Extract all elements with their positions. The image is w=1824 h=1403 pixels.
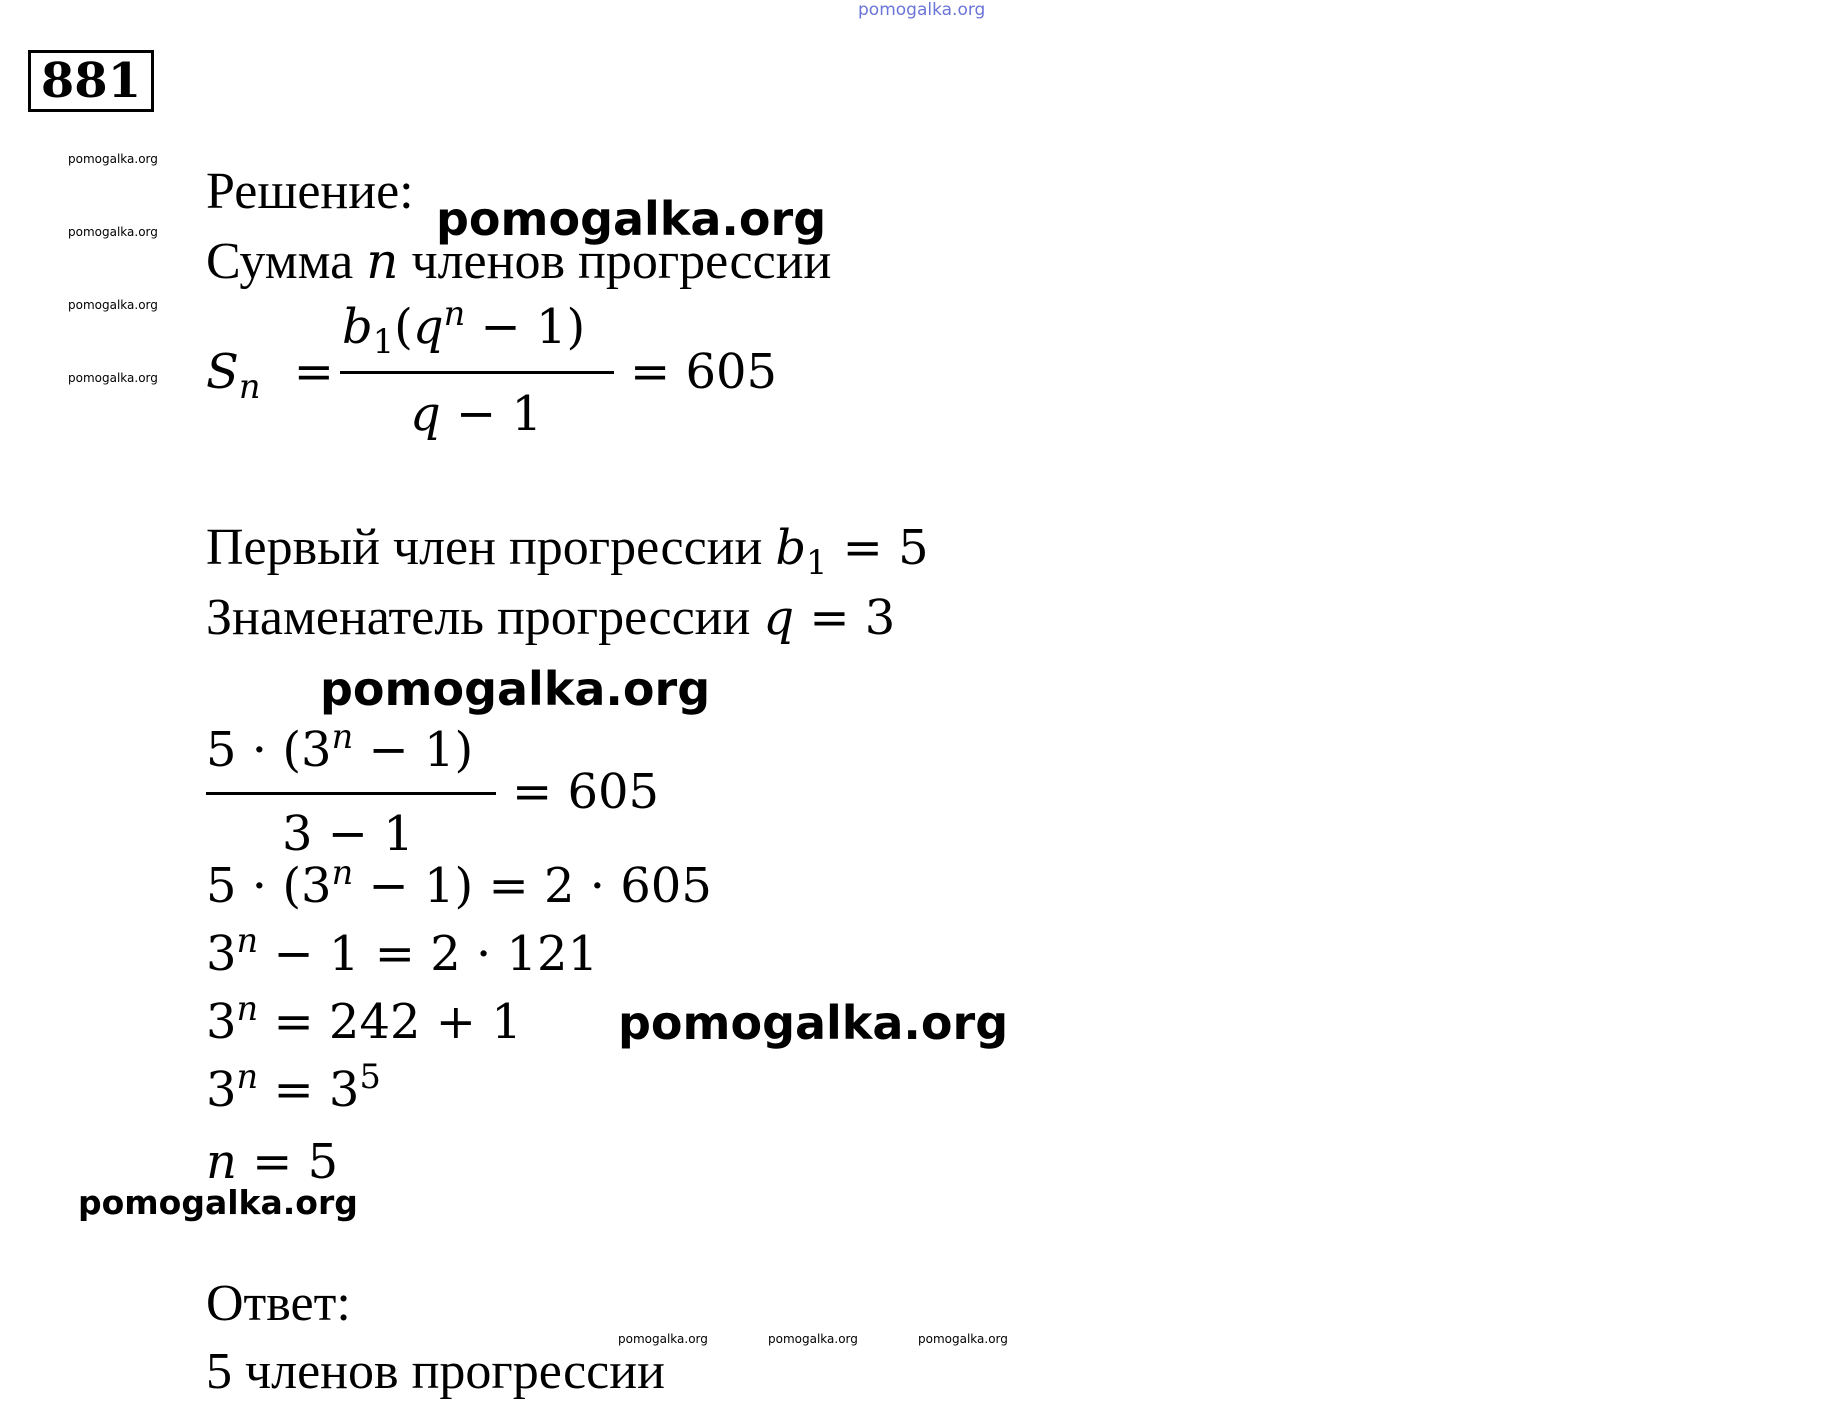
- eq3-sup: n: [236, 920, 259, 960]
- ratio-text: Знаменатель прогрессии: [206, 589, 751, 646]
- formula-sn-fraction-bar: [340, 371, 614, 374]
- answer-label: Ответ:: [206, 1275, 351, 1332]
- eq1-num-a: 5 · (3: [206, 722, 332, 778]
- eq2-sup: n: [331, 852, 354, 892]
- watermark-small-left-1: pomogalka.org: [68, 152, 158, 166]
- sum-intro-rest: членов прогрессии: [411, 233, 832, 290]
- eq1-num-sup: n: [331, 716, 354, 756]
- watermark-big-1: pomogalka.org: [436, 192, 827, 246]
- eq5-sup2: 5: [359, 1056, 381, 1096]
- first-term-var: b: [775, 520, 807, 576]
- watermark-top: pomogalka.org: [858, 0, 986, 20]
- answer-text: 5 членов прогрессии: [206, 1343, 665, 1400]
- watermark-small-left-2: pomogalka.org: [68, 225, 158, 239]
- formula-sn-den-q: q: [410, 386, 441, 442]
- eq2: [206, 852, 712, 914]
- problem-number: 881: [28, 50, 154, 112]
- eq5-b: = 3: [258, 1062, 360, 1118]
- watermark-big-3: pomogalka.org: [618, 996, 1009, 1050]
- formula-sn-sub: n: [238, 367, 261, 407]
- formula-sn-num-q-sup: n: [443, 293, 466, 333]
- eq4-sup: n: [236, 988, 259, 1028]
- ratio-value: = 3: [794, 590, 896, 646]
- eq4-b: = 242 + 1: [258, 994, 522, 1050]
- watermark-small-left-3: pomogalka.org: [68, 298, 158, 312]
- formula-sn-num-q: q: [412, 299, 444, 355]
- watermark-big-2: pomogalka.org: [320, 662, 711, 716]
- sum-intro-word: Сумма: [206, 233, 354, 290]
- eq2-a: 5 · (3: [206, 858, 332, 914]
- watermark-small-bottom-3: pomogalka.org: [918, 1332, 1008, 1346]
- formula-sn-lhs: [206, 344, 335, 407]
- formula-sn-num-open: (: [394, 299, 413, 355]
- first-term-text: Первый член прогрессии: [206, 519, 763, 576]
- first-term-value: = 5: [827, 520, 929, 576]
- eq1-num-b: − 1): [353, 722, 474, 778]
- formula-sn-numerator: [342, 293, 586, 362]
- eq5-sup: n: [236, 1056, 259, 1096]
- eq6-b: = 5: [236, 1134, 339, 1190]
- formula-sn-num-b-sub: 1: [372, 322, 395, 362]
- formula-sn-eq: =: [293, 344, 335, 400]
- eq5: [206, 1056, 381, 1118]
- first-term-line: [206, 519, 929, 583]
- eq3: [206, 920, 599, 982]
- ratio-var: q: [763, 590, 795, 646]
- watermark-mid-1: pomogalka.org: [78, 1183, 358, 1222]
- eq4-a: 3: [206, 994, 237, 1050]
- ratio-line: [206, 589, 896, 646]
- eq6-var: n: [206, 1134, 237, 1190]
- formula-sn-denominator: [410, 386, 543, 442]
- eq1-fraction-bar: [206, 792, 496, 795]
- eq1-numerator: [206, 716, 474, 778]
- eq6: [206, 1134, 339, 1190]
- formula-sn-var: S: [206, 344, 239, 400]
- sum-intro-var: n: [366, 232, 399, 290]
- eq4: [206, 988, 522, 1050]
- eq2-b: − 1) = 2 · 605: [353, 858, 712, 914]
- watermark-small-bottom-1: pomogalka.org: [618, 1332, 708, 1346]
- eq3-b: − 1 = 2 · 121: [258, 926, 599, 982]
- solution-label: Решение:: [206, 163, 414, 220]
- eq3-a: 3: [206, 926, 237, 982]
- eq5-a: 3: [206, 1062, 237, 1118]
- eq1-denominator: 3 − 1: [282, 806, 414, 862]
- first-term-sub: 1: [806, 543, 828, 583]
- eq1-rhs: = 605: [512, 764, 660, 820]
- watermark-small-bottom-2: pomogalka.org: [768, 1332, 858, 1346]
- formula-sn-num-rest: − 1): [465, 299, 586, 355]
- watermark-small-left-4: pomogalka.org: [68, 371, 158, 385]
- formula-sn-den-rest: − 1: [440, 386, 543, 442]
- formula-sn-rhs: = 605: [630, 344, 778, 400]
- formula-sn-num-b: b: [342, 299, 373, 355]
